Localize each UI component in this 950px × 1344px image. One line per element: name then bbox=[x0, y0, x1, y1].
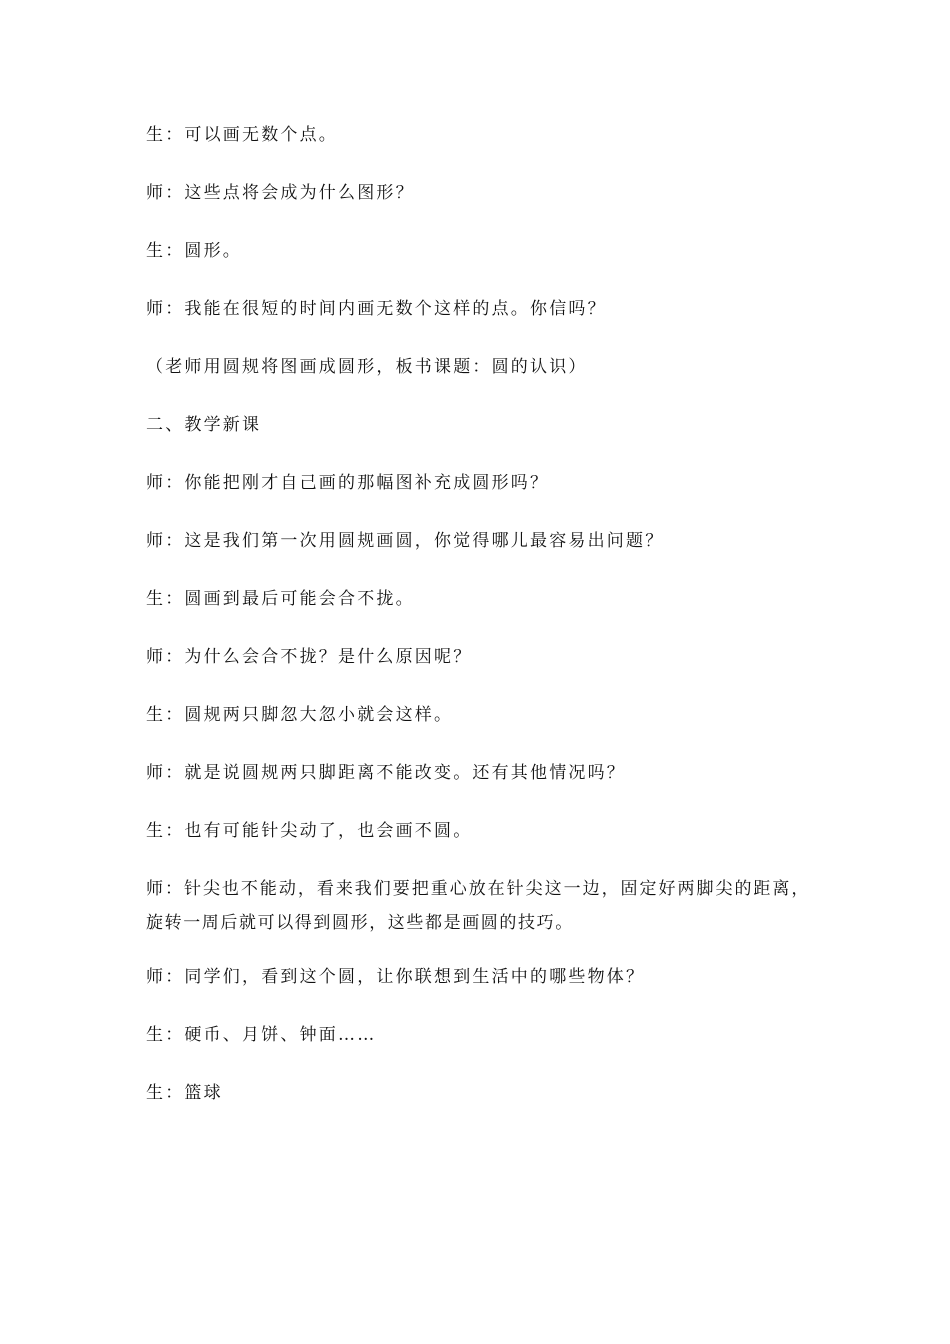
document-body bbox=[146, 122, 810, 1138]
paragraph: 师：同学们，看到这个圆，让你联想到生活中的哪些物体？ bbox=[146, 967, 646, 987]
paragraph: 生：圆形。 bbox=[146, 241, 242, 261]
paragraph: 师：针尖也不能动，看来我们要把重心放在针尖这一边，固定好两脚尖的距离，旋转一周后就可以得到圆形，这些都是画圆的技巧。 bbox=[146, 879, 810, 933]
paragraph: 生：圆画到最后可能会合不拢。 bbox=[146, 589, 415, 609]
paragraph: （老师用圆规将图画成圆形，板书课题：圆的认识） bbox=[146, 357, 588, 377]
paragraph: 师：我能在很短的时间内画无数个这样的点。你信吗？ bbox=[146, 299, 607, 319]
paragraph: 师：这些点将会成为什么图形？ bbox=[146, 183, 415, 203]
paragraph: 师：就是说圆规两只脚距离不能改变。还有其他情况吗？ bbox=[146, 763, 626, 783]
paragraph: 师：这是我们第一次用圆规画圆，你觉得哪儿最容易出问题？ bbox=[146, 531, 665, 551]
paragraph: 生：圆规两只脚忽大忽小就会这样。 bbox=[146, 705, 454, 725]
section-heading: 二、教学新课 bbox=[146, 415, 262, 435]
paragraph: 生：硬币、月饼、钟面…… bbox=[146, 1025, 377, 1045]
paragraph: 师：为什么会合不拢？是什么原因呢？ bbox=[146, 647, 473, 667]
paragraph: 师：你能把刚才自己画的那幅图补充成圆形吗？ bbox=[146, 473, 550, 493]
paragraph: 生：也有可能针尖动了，也会画不圆。 bbox=[146, 821, 473, 841]
paragraph: 生：可以画无数个点。 bbox=[146, 125, 338, 145]
paragraph: 生：篮球 bbox=[146, 1083, 223, 1103]
